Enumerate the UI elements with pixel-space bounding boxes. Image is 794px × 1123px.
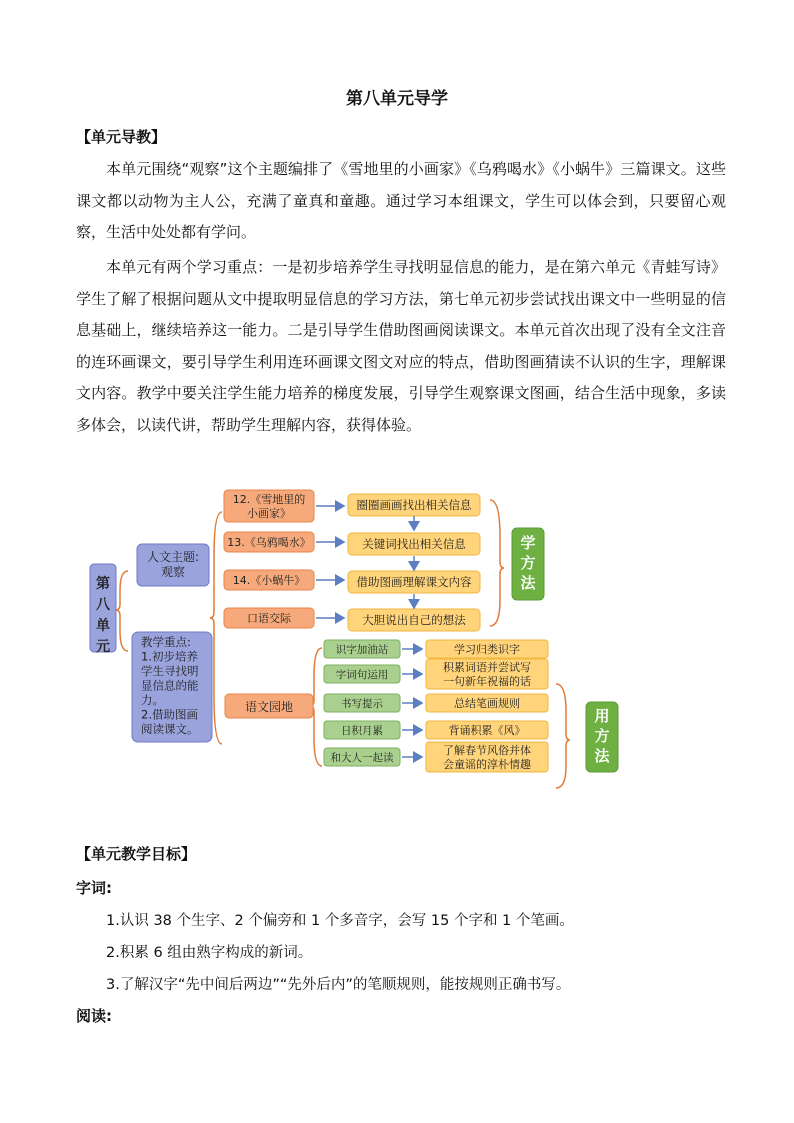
- theme-line-1: 人文主题:: [146, 550, 200, 564]
- focus-line: 力。: [141, 693, 164, 707]
- lesson-text: 12.《雪地里的小画家》: [232, 493, 306, 520]
- focus-line: 1.初步培养: [141, 649, 198, 664]
- garden-method-text: 了解春节风俗并体会童谣的淳朴情趣: [443, 744, 531, 771]
- lesson-method-text: 大胆说出自己的想法: [362, 613, 466, 627]
- use-char-2: 方: [594, 727, 610, 745]
- root-char-4: 元: [96, 639, 110, 655]
- unit-structure-diagram: [0, 476, 794, 836]
- lesson-method-text: 借助图画理解课文内容: [356, 575, 472, 589]
- garden-item-text: 日积月累: [341, 725, 383, 737]
- lesson-text: 14.《小蜗牛》: [232, 574, 306, 587]
- subheading-words: 字词:: [76, 879, 112, 897]
- root-char-2: 八: [96, 597, 110, 613]
- goal-item-2: 2.积累 6 组由熟字构成的新词。: [106, 945, 313, 961]
- lesson-text: 13.《乌鸦喝水》: [227, 536, 311, 549]
- goal-item-3: 3.了解汉字“先中间后两边”“先外后内”的笔顺规则，能按规则正确书写。: [106, 977, 571, 993]
- page-title: 第八单元导学: [346, 89, 448, 109]
- section-heading-guide: 【单元导教】: [76, 128, 167, 146]
- garden-method-text: 总结笔画规则: [454, 697, 520, 710]
- learn-char-2: 方: [520, 554, 536, 572]
- focus-line: 教学重点:: [141, 635, 191, 649]
- use-char-3: 法: [594, 747, 610, 765]
- learn-method-text: [520, 534, 536, 592]
- garden-method-text: 学习归类识字: [454, 643, 520, 656]
- root-char-1: 第: [96, 576, 110, 592]
- learn-char-1: 学: [520, 534, 536, 552]
- focus-line: 显信息的能: [141, 678, 199, 693]
- garden-item-text: 识字加油站: [335, 644, 389, 656]
- use-method-text: [594, 707, 610, 765]
- paragraph-theme: 本单元围绕“观察”这个主题编排了《雪地里的小画家》《乌鸦喝水》《小蜗牛》三篇课文。这些课文都以动物为主人公，充满了童真和童趣。通过学习本组课文，学生可以体会到，只要留心观察，生活中处处都有学问。: [76, 160, 726, 241]
- use-char-1: 用: [594, 707, 610, 725]
- lesson-method-text: 关键词找出相关信息: [362, 537, 466, 551]
- root-char-3: 单: [96, 618, 110, 634]
- garden-item-text: 书写提示: [341, 698, 383, 710]
- focus-line: 阅读课文。: [141, 722, 199, 736]
- subheading-reading: 阅读:: [76, 1007, 112, 1025]
- garden-item-text: 字词句运用: [335, 669, 389, 681]
- garden-item-text: 和大人一起读: [330, 752, 394, 764]
- lesson-text: 口语交际: [247, 612, 291, 625]
- focus-line: 学生寻找明: [141, 664, 199, 678]
- lesson-method-text: 圈圈画画找出相关信息: [356, 498, 472, 512]
- theme-line-2: 观察: [160, 565, 186, 579]
- paragraph-focus: 本单元有两个学习重点：一是初步培养学生寻找明显信息的能力，是在第六单元《青蛙写诗》学生了解了根据问题从文中提取明显信息的学习方法，第七单元初步尝试找出课文中一些明显的信息基础上，继续培养这一能力。二是引导学生借助图画阅读课文。本单元首次出现了没有全文注音的连环画课文，要引导学生利用连环画课文图文对应的特点，借助图画猜读不认识的生字，理解课文内容。教学中要关注学生能力培养的梯度发展，引导学生观察课文图画，结合生活中现象，多读多体会，以读代讲，帮助学生理解内容，获得体验。: [76, 258, 726, 434]
- garden-method-text: 背诵积累《风》: [448, 724, 526, 737]
- garden-method-text: 积累词语并尝试写一句新年祝福的话: [443, 661, 531, 688]
- section-heading-goals: 【单元教学目标】: [76, 845, 197, 863]
- learn-char-3: 法: [520, 574, 536, 592]
- focus-line: 2.借助图画: [141, 707, 198, 722]
- focus-text: [141, 635, 199, 736]
- garden-text: 语文园地: [244, 700, 294, 714]
- goal-item-1: 1.认识 38 个生字、2 个偏旁和 1 个多音字，会写 15 个字和 1 个笔画。: [106, 913, 574, 929]
